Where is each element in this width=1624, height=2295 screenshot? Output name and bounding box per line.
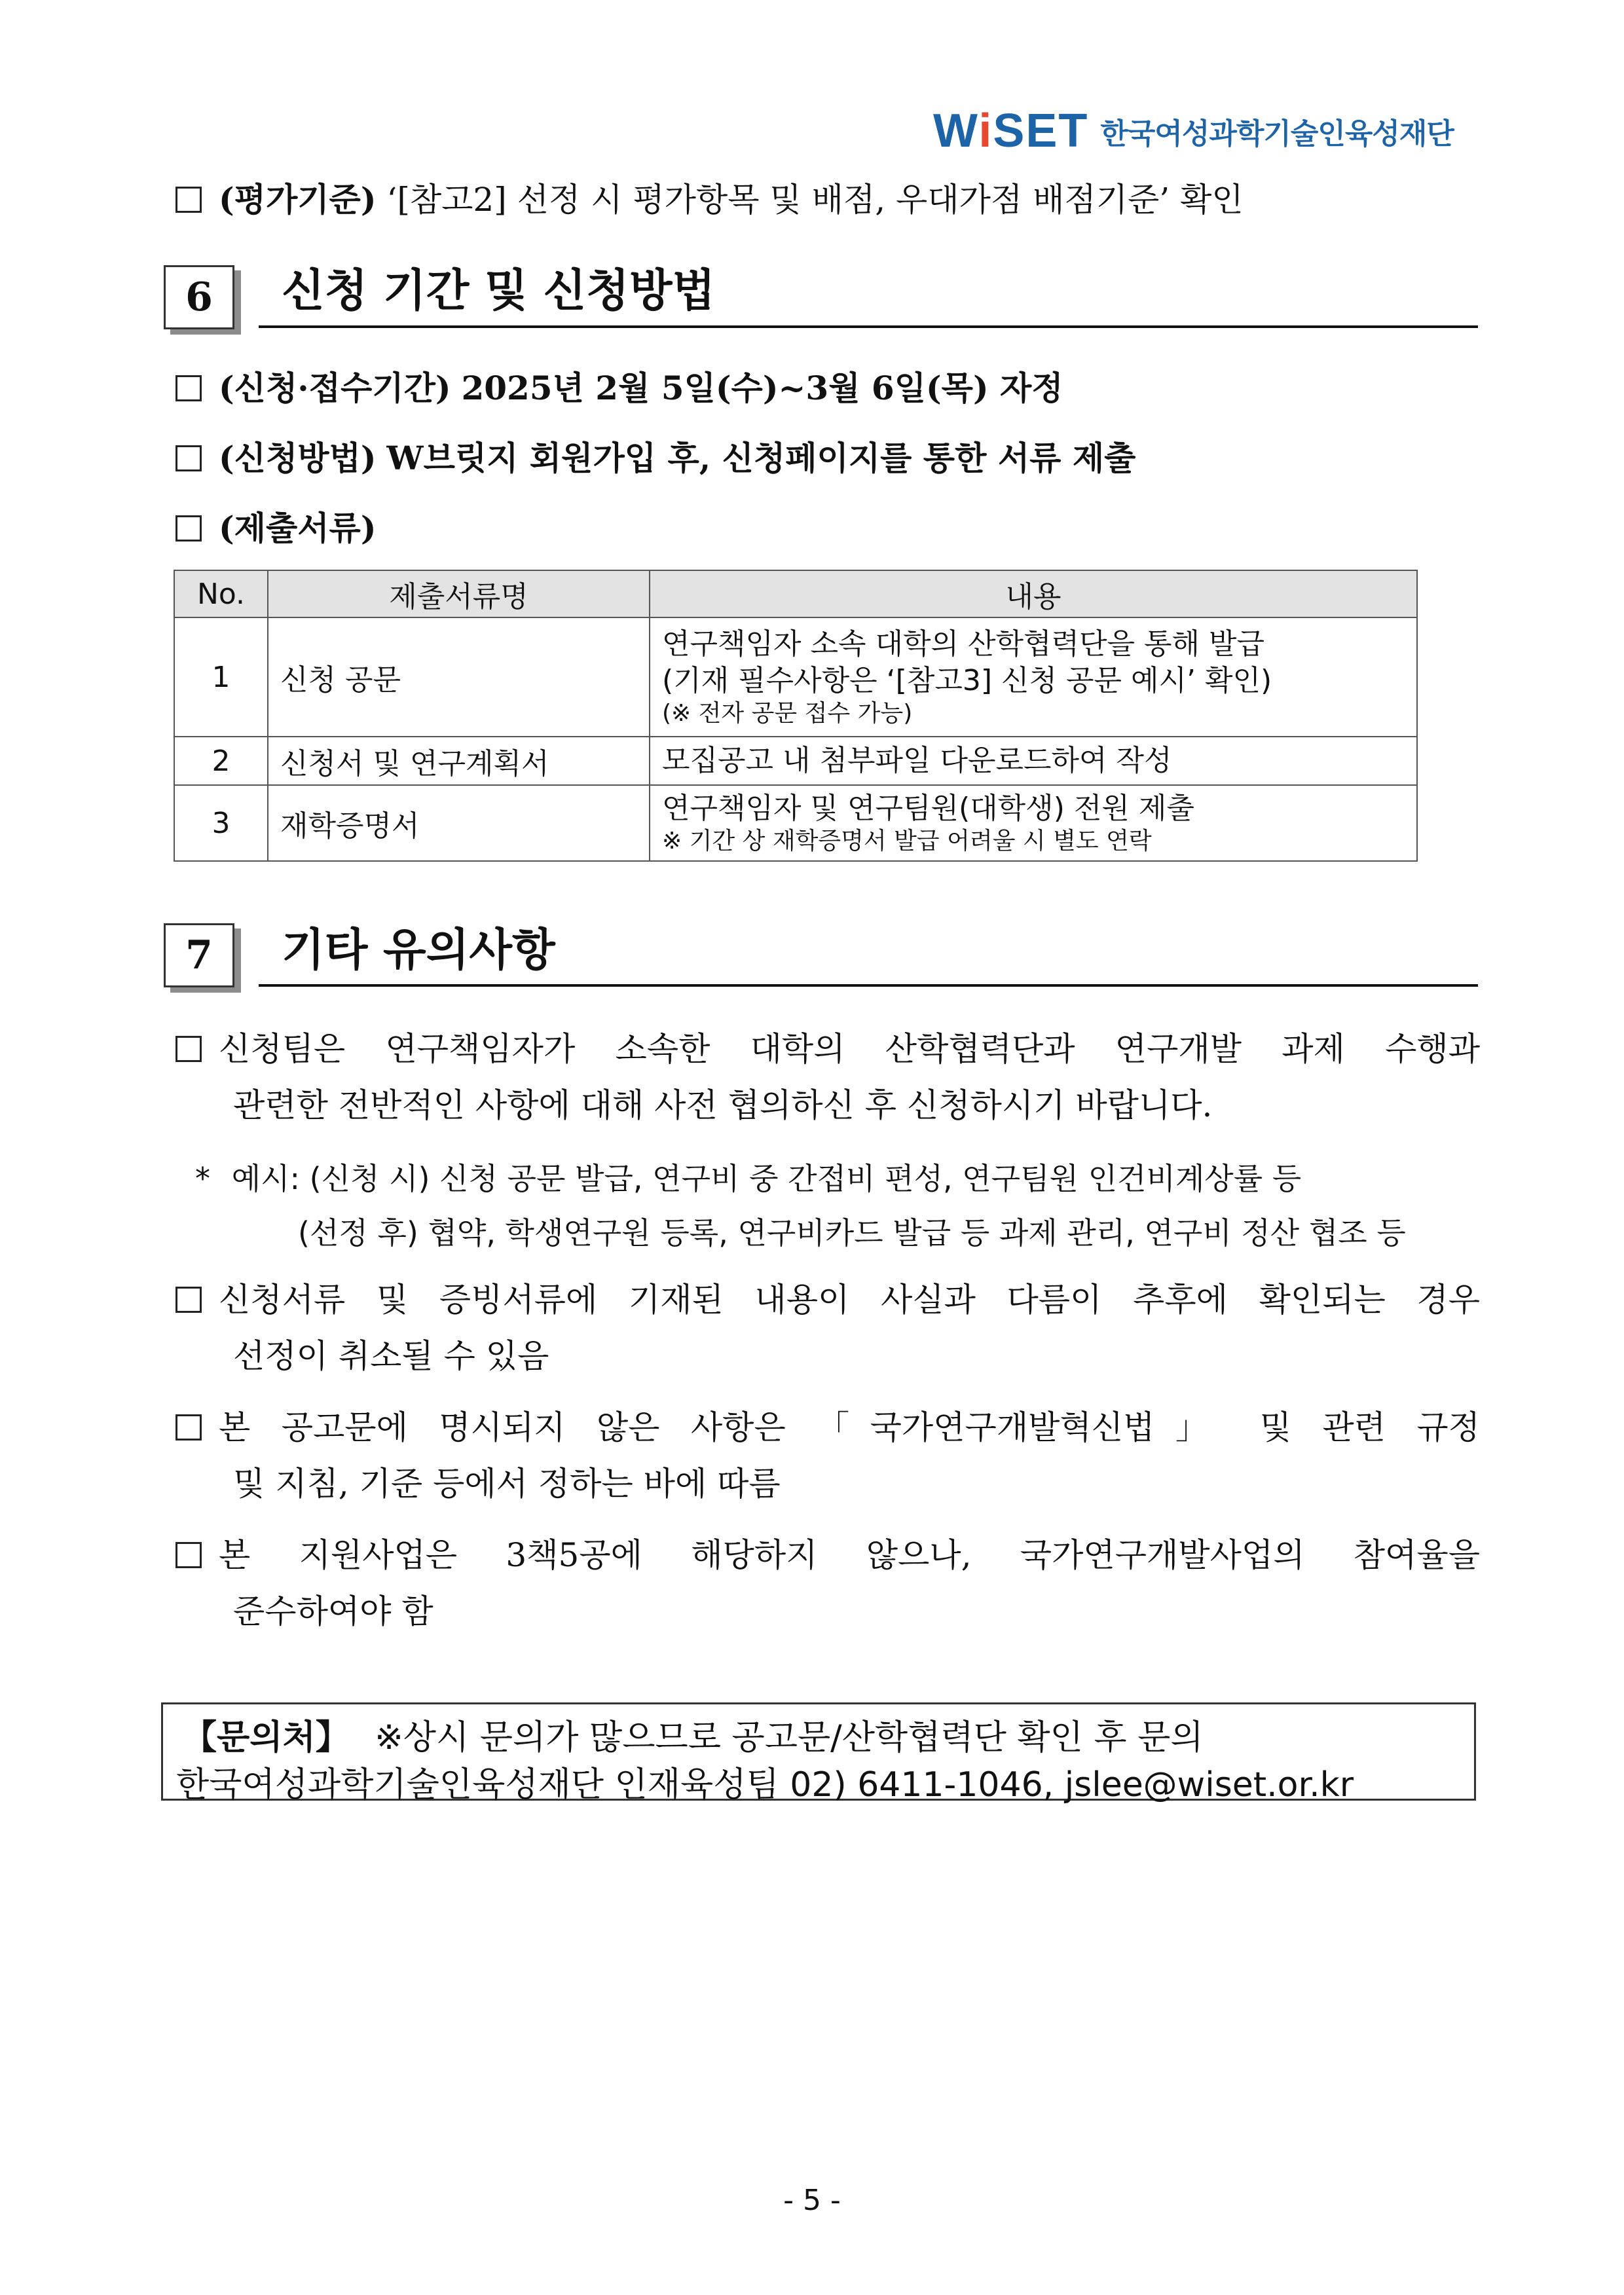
row-no: 3: [174, 785, 268, 861]
required-documents-table: [174, 570, 1418, 862]
contact-line-2: 한국여성과학기술인육성재단 인재육성팀 02) 6411-1046, jslee@wiset.or.kr: [176, 1765, 1354, 1805]
content-line: 모집공고 내 첨부파일 다운로드하여 작성: [662, 744, 1172, 777]
table-row: [174, 737, 1417, 785]
notice-item: [175, 1408, 1480, 1503]
section-6-title: 신청 기간 및 신청방법: [282, 265, 716, 317]
notice-line: 신청팀은 연구책임자가 소속한 대학의 산학협력단과 연구개발 과제 수행과: [219, 1030, 1480, 1068]
column-header-doc-name: 제출서류명: [268, 570, 650, 617]
contact-note: ※상시 문의가 많으므로 공고문/산학협력단 확인 후 문의: [375, 1718, 1204, 1757]
row-doc-name: 신청 공문: [268, 617, 650, 737]
application-method-text: W브릿지 회원가입 후, 신청페이지를 통한 서류 제출: [386, 439, 1136, 477]
example-line: 예시: (신청 시) 신청 공문 발급, 연구비 중 간접비 편성, 연구팀원 인건비계상률 등: [231, 1161, 1302, 1196]
notice-item: [175, 1535, 1480, 1631]
notice-line: 선정이 취소될 수 있음: [233, 1337, 549, 1375]
contact-label: 【문의처】: [183, 1718, 350, 1757]
required-docs-line: [175, 509, 377, 548]
row-no: 1: [174, 617, 268, 737]
page-number: - 5 -: [783, 2184, 841, 2217]
column-header-content: 내용: [650, 570, 1417, 617]
section-7-title: 기타 유의사항: [282, 925, 555, 976]
application-period-text: 2025년 2월 5일(수)~3월 6일(목) 자정: [461, 369, 1063, 407]
row-doc-name: 신청서 및 연구계획서: [268, 737, 650, 785]
contact-box: [161, 1702, 1476, 1805]
notice-line: 및 지침, 기준 등에서 정하는 바에 따름: [233, 1465, 781, 1503]
checkbox-square-icon: [175, 1287, 202, 1313]
section-7-rule: [259, 984, 1478, 987]
content-line: 연구책임자 소속 대학의 산학협력단을 통해 발급: [662, 627, 1265, 661]
table-row: [174, 785, 1417, 861]
checkbox-square-icon: [175, 515, 202, 542]
table-row: [174, 617, 1417, 737]
content-line: (기재 필수사항은 ‘[참고3] 신청 공문 예시’ 확인): [662, 664, 1272, 697]
required-docs-lead: (제출서류): [219, 509, 377, 547]
logo-wordmark: WiSET: [933, 105, 1089, 157]
evaluation-lead: (평가기준): [219, 180, 377, 219]
notice-item: [175, 1280, 1480, 1376]
application-method-lead: (신청방법): [219, 439, 377, 477]
notice-line: 관련한 전반적인 사항에 대해 사전 협의하신 후 신청하시기 바랍니다.: [233, 1086, 1213, 1124]
contact-line-1: [183, 1710, 1204, 1759]
row-content: [650, 617, 1417, 737]
asterisk-marker: *: [195, 1161, 210, 1196]
checkbox-square-icon: [175, 375, 202, 401]
evaluation-criteria-line: [175, 180, 1244, 219]
notice-line: 신청서류 및 증빙서류에 기재된 내용이 사실과 다름이 추후에 확인되는 경우: [219, 1281, 1480, 1319]
row-content: [650, 785, 1417, 861]
logo-org-name: 한국여성과학기술인육성재단: [1100, 117, 1454, 151]
section-6-rule: [259, 325, 1478, 328]
example-note: [195, 1159, 1301, 1198]
content-note: ※ 기간 상 재학증명서 발급 어려울 시 별도 연락: [662, 828, 1152, 854]
column-header-no: No.: [174, 570, 268, 617]
checkbox-square-icon: [175, 1036, 202, 1062]
content-line: 연구책임자 및 연구팀원(대학생) 전원 제출: [662, 792, 1194, 825]
checkbox-square-icon: [175, 445, 202, 471]
checkbox-square-icon: [175, 1414, 202, 1441]
notice-line: 본 지원사업은 3책5공에 해당하지 않으나, 국가연구개발사업의 참여율을: [219, 1536, 1480, 1574]
row-content: [650, 737, 1417, 785]
section-7-number: 7: [164, 923, 234, 987]
row-doc-name: 재학증명서: [268, 785, 650, 861]
application-period-lead: (신청·접수기간): [219, 369, 451, 407]
evaluation-text: ‘[참고2] 선정 시 평가항목 및 배점, 우대가점 배점기준’ 확인: [386, 181, 1244, 219]
checkbox-square-icon: [175, 1542, 202, 1568]
notice-line: 준수하여야 함: [233, 1592, 434, 1630]
notice-line: 본 공고문에 명시되지 않은 사항은 「국가연구개발혁신법」 및 관련 규정: [219, 1408, 1480, 1446]
application-period-line: [175, 369, 1063, 408]
wiset-logo: [933, 105, 1454, 157]
table-header-row: [174, 570, 1417, 617]
content-note: (※ 전자 공문 접수 가능): [662, 700, 913, 727]
application-method-line: [175, 439, 1135, 478]
example-line: (선정 후) 협약, 학생연구원 등록, 연구비카드 발급 등 과제 관리, 연구비 정산 협조 등: [298, 1215, 1406, 1251]
checkbox-square-icon: [175, 187, 202, 213]
row-no: 2: [174, 737, 268, 785]
notice-item: [175, 1029, 1480, 1125]
section-6-number: 6: [164, 265, 234, 329]
